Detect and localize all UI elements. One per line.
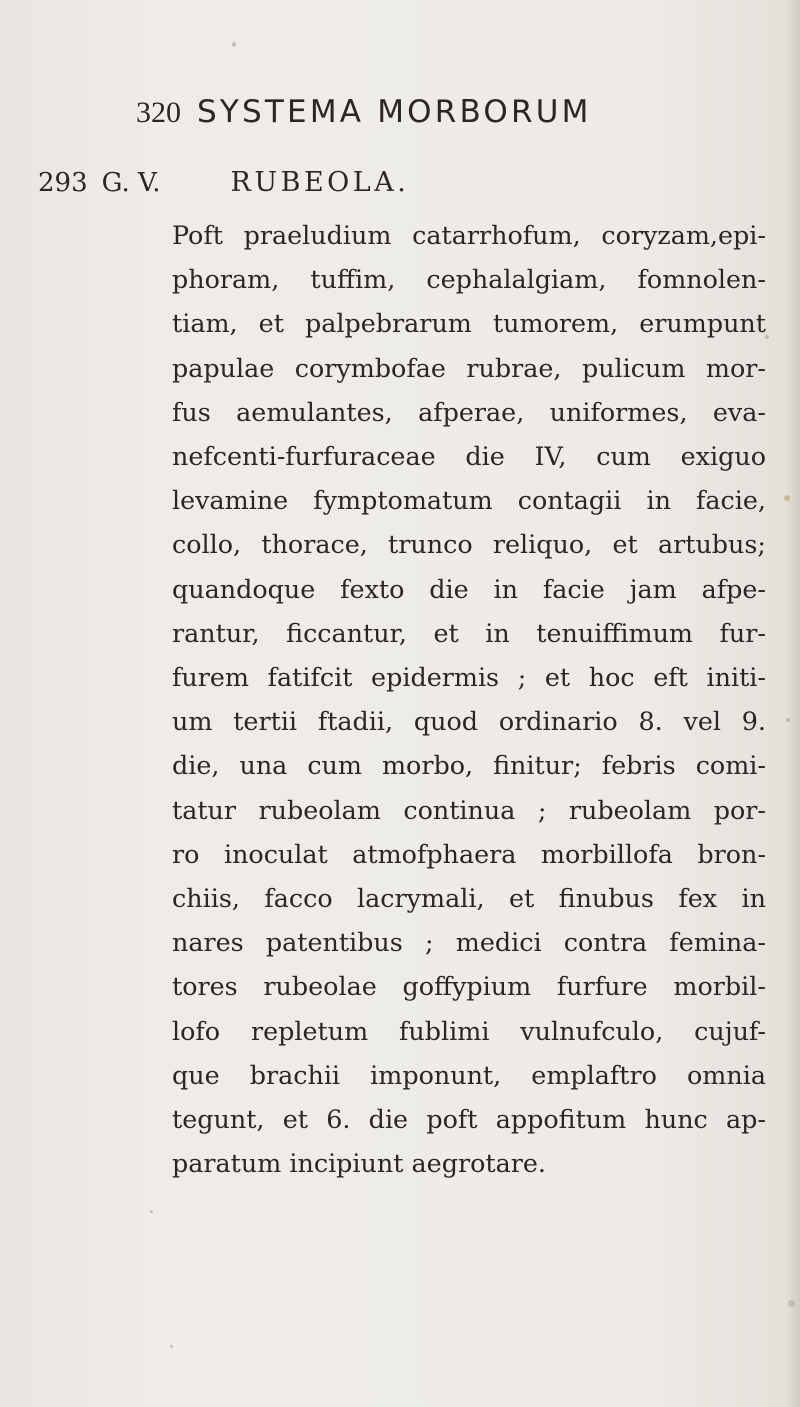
text-line: tiam, et palpebrarum tumorem, erumpunt	[172, 308, 766, 339]
text-line: die, una cum morbo, finitur; febris comi-	[172, 750, 766, 781]
text-line: tatur rubeolam continua ; rubeolam por-	[172, 794, 766, 825]
page-number: 320	[136, 96, 181, 129]
paper-speck	[784, 495, 790, 501]
paper-speck	[170, 1345, 173, 1348]
text-line: ro inoculat atmofphaera morbillofa bron-	[172, 838, 766, 869]
paper-speck	[765, 335, 769, 339]
paper-speck	[150, 1210, 153, 1213]
page-edge-shadow	[786, 0, 800, 1407]
body-paragraph	[136, 213, 766, 1185]
text-line: nefcenti-furfuraceae die IV, cum exiguo	[172, 441, 766, 472]
text-line: levamine fymptomatum contagii in facie,	[172, 485, 766, 516]
text-line: rantur, ficcantur, et in tenuiffimum fur-	[172, 617, 766, 648]
text-line: fus aemulantes, afperae, uniformes, eva-	[172, 396, 766, 427]
text-line: furem fatifcit epidermis ; et hoc eft initi-	[172, 662, 766, 693]
paper-speck	[788, 1300, 795, 1307]
text-line: um tertii ftadii, quod ordinario 8. vel 9.	[172, 706, 766, 737]
text-line: papulae corymbofae rubrae, pulicum mor-	[172, 352, 766, 383]
paper-speck	[786, 718, 790, 722]
text-line: nares patentibus ; medici contra femina-	[172, 927, 766, 958]
text-line: Poft praeludium catarrhofum, coryzam,epi-	[172, 220, 766, 250]
text-line: lofo repletum fublimi vulnufculo, cujuf-	[172, 1015, 766, 1046]
text-line: quandoque fexto die in facie jam afpe-	[172, 573, 766, 604]
section-heading	[38, 167, 409, 198]
section-number: 293	[38, 168, 88, 198]
running-title: SYSTEMA MORBORUM	[197, 94, 592, 130]
text-line: paratum incipiunt aegrotare.	[172, 1148, 546, 1179]
page-header	[136, 94, 592, 144]
text-line: tegunt, et 6. die poft appofitum hunc ap-	[172, 1104, 766, 1135]
text-line: collo, thorace, trunco reliquo, et artubus;	[172, 529, 766, 560]
genus-label: G. V.	[101, 168, 161, 198]
paper-speck	[232, 42, 236, 47]
disease-title: RUBEOLA.	[230, 167, 410, 198]
text-line: phoram, tuffim, cephalalgiam, fomnolen-	[172, 264, 766, 295]
text-line: tores rubeolae goffypium furfure morbil-	[172, 971, 766, 1002]
text-line: que brachii imponunt, emplaftro omnia	[172, 1059, 766, 1090]
text-line: chiis, facco lacrymali, et finubus fex in	[172, 883, 766, 914]
